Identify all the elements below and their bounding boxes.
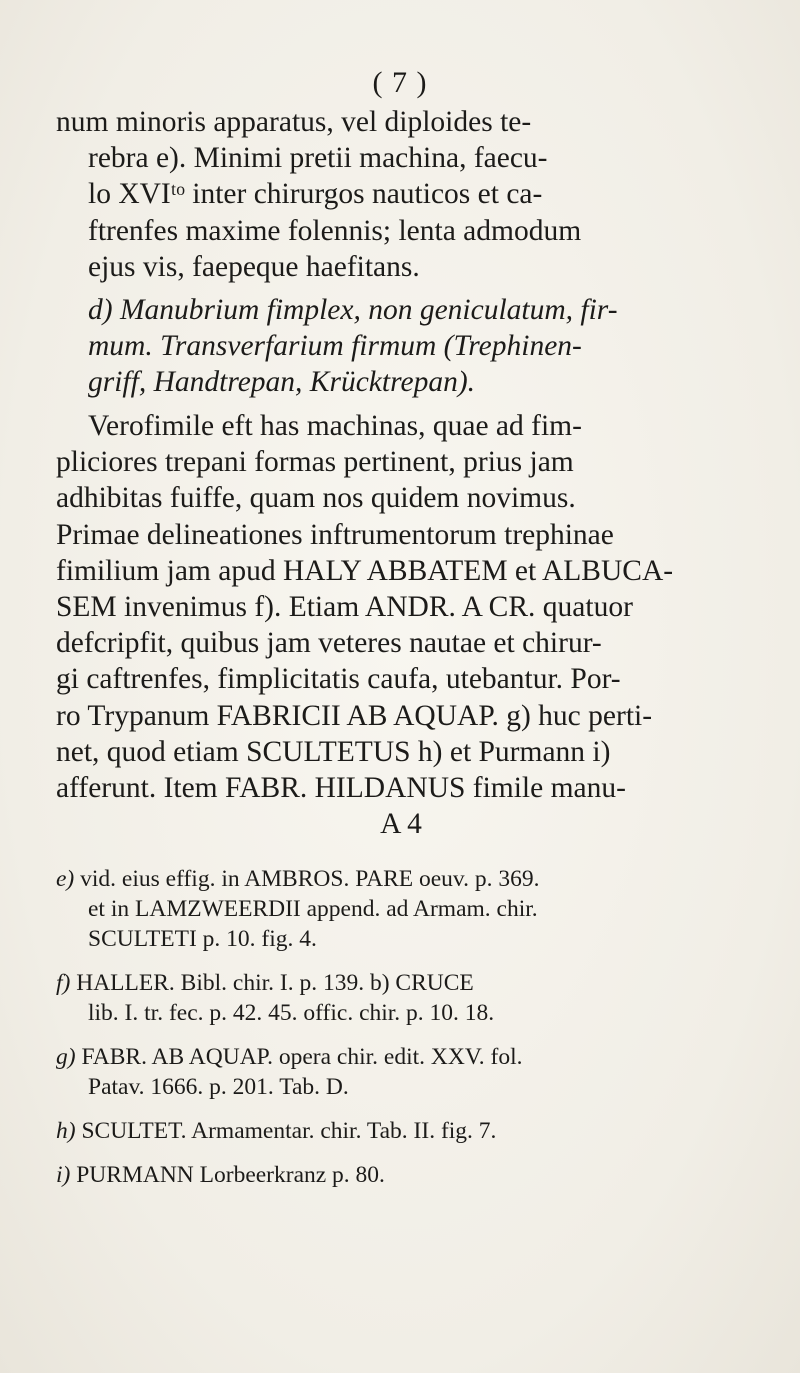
text-line: net, quod etiam SCULTETUS h) et Purmann i) xyxy=(56,735,611,768)
footnote-line: et in LAMZWEERDII append. ad Armam. chir. xyxy=(88,896,538,922)
page-number: ( 7 ) xyxy=(372,66,428,99)
footnote-h xyxy=(56,1116,756,1146)
footnote-e xyxy=(56,864,756,954)
footnote-text: SCULTET. Armamentar. chir. Tab. II. fig. 7. xyxy=(81,1118,497,1144)
footnote-line xyxy=(56,1116,756,1146)
signature-mark: A 4 xyxy=(380,808,422,841)
footnote-text: vid. eius effig. in AMBROS. PARE oeuv. p. 369. xyxy=(80,866,540,892)
paragraph-2 xyxy=(56,292,746,401)
text-line: ro Trypanum FABRICII AB AQUAP. g) huc perti- xyxy=(56,699,653,732)
footnote-mark: g) xyxy=(56,1044,76,1070)
text-line: Primae delineationes inftrumentorum trephinae xyxy=(56,518,614,551)
text-line: SEM invenimus f). Etiam ANDR. A CR. quatuor xyxy=(56,591,633,624)
text-line: griff, Handtrepan, Krücktrepan). xyxy=(88,366,476,399)
paragraph-1 xyxy=(56,104,746,285)
text-line: num minoris apparatus, vel diploides te- xyxy=(56,106,532,138)
text-line: Verofimile eft has machinas, quae ad fim- xyxy=(88,410,582,442)
footnote-f xyxy=(56,968,756,1028)
footnote-mark: e) xyxy=(56,866,75,892)
footnote-mark: f) xyxy=(56,970,71,996)
text-line: gi caftrenfes, fimplicitatis caufa, utebantur. Por- xyxy=(56,663,621,696)
footnote-i xyxy=(56,1160,756,1190)
text-line: adhibitas fuiffe, quam nos quidem novimus. xyxy=(56,482,576,515)
footnote-text: PURMANN Lorbeerkranz p. 80. xyxy=(76,1162,385,1188)
footnote-text: FABR. AB AQUAP. opera chir. edit. XXV. fol. xyxy=(81,1044,523,1070)
footnote-g xyxy=(56,1042,756,1102)
text-line: ftrenfes maxime folennis; lenta admodum xyxy=(88,214,582,247)
footnote-line: lib. I. tr. fec. p. 42. 45. offic. chir. p. 10. 18. xyxy=(88,1000,495,1026)
text-line: lo XVIᵗᵒ inter chirurgos nauticos et ca- xyxy=(88,178,543,211)
footnote-text: HALLER. Bibl. chir. I. p. 139. b) CRUCE xyxy=(76,970,474,996)
footnote-line: SCULTETI p. 10. fig. 4. xyxy=(88,926,317,952)
footnote-line xyxy=(56,1160,756,1190)
text-line: mum. Transverfarium firmum (Trephinen- xyxy=(88,330,582,363)
text-line: rebra e). Minimi pretii machina, faecu- xyxy=(88,142,548,175)
footnote-line xyxy=(56,968,756,998)
text-line: ejus vis, faepeque haefitans. xyxy=(88,250,420,283)
footnotes xyxy=(56,864,756,1202)
text-line: d) Manubrium fimplex, non geniculatum, fir- xyxy=(88,294,618,326)
footnote-line: Patav. 1666. p. 201. Tab. D. xyxy=(88,1074,349,1100)
footnote-line xyxy=(56,1042,756,1072)
text-line: pliciores trepani formas pertinent, prius jam xyxy=(56,446,574,479)
paragraph-3 xyxy=(56,408,746,842)
text-line: defcripfit, quibus jam veteres nautae et chirur- xyxy=(56,627,602,660)
text-line: afferunt. Item FABR. HILDANUS fimile manu- xyxy=(56,772,626,805)
footnote-line xyxy=(56,864,756,894)
footnote-mark: h) xyxy=(56,1118,76,1144)
text-line: fimilium jam apud HALY ABBATEM et ALBUCA- xyxy=(56,554,674,587)
footnote-mark: i) xyxy=(56,1162,71,1188)
